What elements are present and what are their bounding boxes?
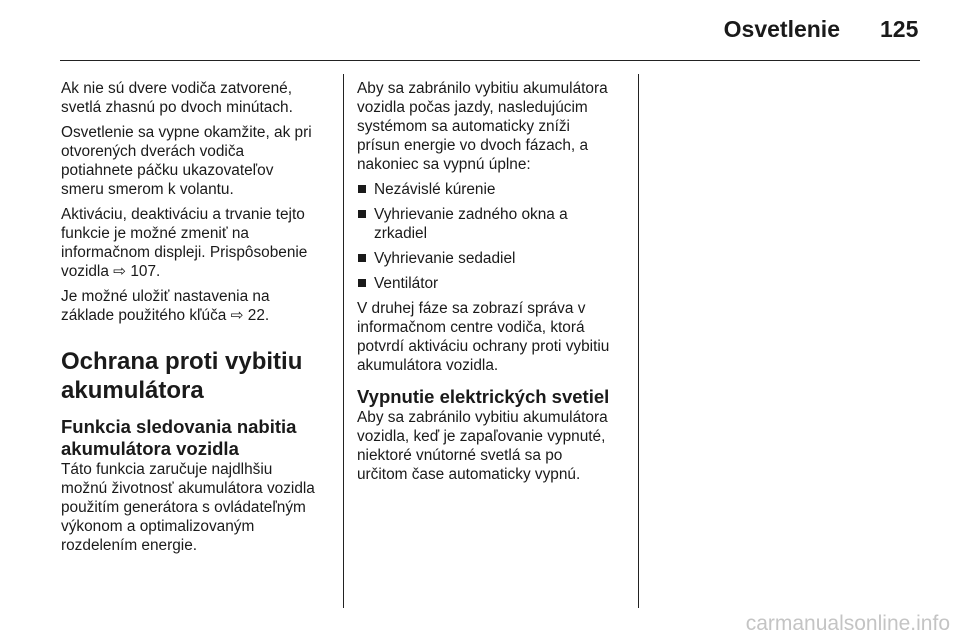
paragraph: Táto funkcia zaručuje najdlhšiu možnú životnosť akumulátora vozidla použitím generátora s ovládateľným výkonom a optimalizovaným rozdelením energie. (61, 461, 315, 554)
list-item: Vyhrievanie sedadiel (357, 249, 627, 268)
subsection-heading: Funkcia sledovania nabitia akumulátora vozidla (61, 416, 297, 459)
list-item: Nezávislé kúrenie (357, 180, 627, 199)
left-column (61, 79, 336, 561)
middle-column (357, 79, 627, 490)
subsection-heading: Vypnutie elektrických svetiel (357, 386, 610, 407)
paragraph: Osvetlenie sa vypne okamžite, ak pri otvorených dverách vodiča potiahnete páčku ukazovateľov smeru smerom k volantu. (61, 124, 312, 198)
column-divider (343, 74, 344, 608)
paragraph: Aby sa zabránilo vybitiu akumulátora vozidla počas jazdy, nasledujúcim systémom sa automaticky zníži prísun energie vo dvoch fázach, a nakoniec sa vypnú úplne: (357, 80, 608, 173)
section-heading: Ochrana proti vybitiu akumulátora (61, 348, 303, 404)
section-title: Osvetlenie (723, 16, 840, 42)
column-divider (638, 74, 639, 608)
paragraph: Aby sa zabránilo vybitiu akumulátora vozidla, keď je zapaľovanie vypnuté, niektoré vnútorné svetlá sa po určitom čase automaticky vypnú. (357, 409, 608, 483)
paragraph: V druhej fáze sa zobrazí správa v informačnom centre vodiča, ktorá potvrdí aktiváciu ochrany proti vybitiu akumulátora vozidla. (357, 300, 610, 374)
list-item: Ventilátor (357, 274, 627, 293)
page-header (0, 14, 960, 54)
list-item: Vyhrievanie zadného okna a zrkadiel (357, 205, 627, 243)
paragraph: Aktiváciu, deaktiváciu a trvanie tejto funkcie je možné zmeniť na informačnom displeji. Prispôsobenie vozidla ⇨ 107. (61, 206, 308, 280)
paragraph: Je možné uložiť nastavenia na základe použitého kľúča ⇨ 22. (61, 288, 270, 324)
bullet-list (357, 180, 627, 293)
paragraph: Ak nie sú dvere vodiča zatvorené, svetlá zhasnú po dvoch minútach. (61, 80, 293, 116)
watermark: carmanualsonline.info (745, 612, 950, 635)
header-divider (60, 60, 920, 61)
page-number: 125 (880, 16, 919, 42)
